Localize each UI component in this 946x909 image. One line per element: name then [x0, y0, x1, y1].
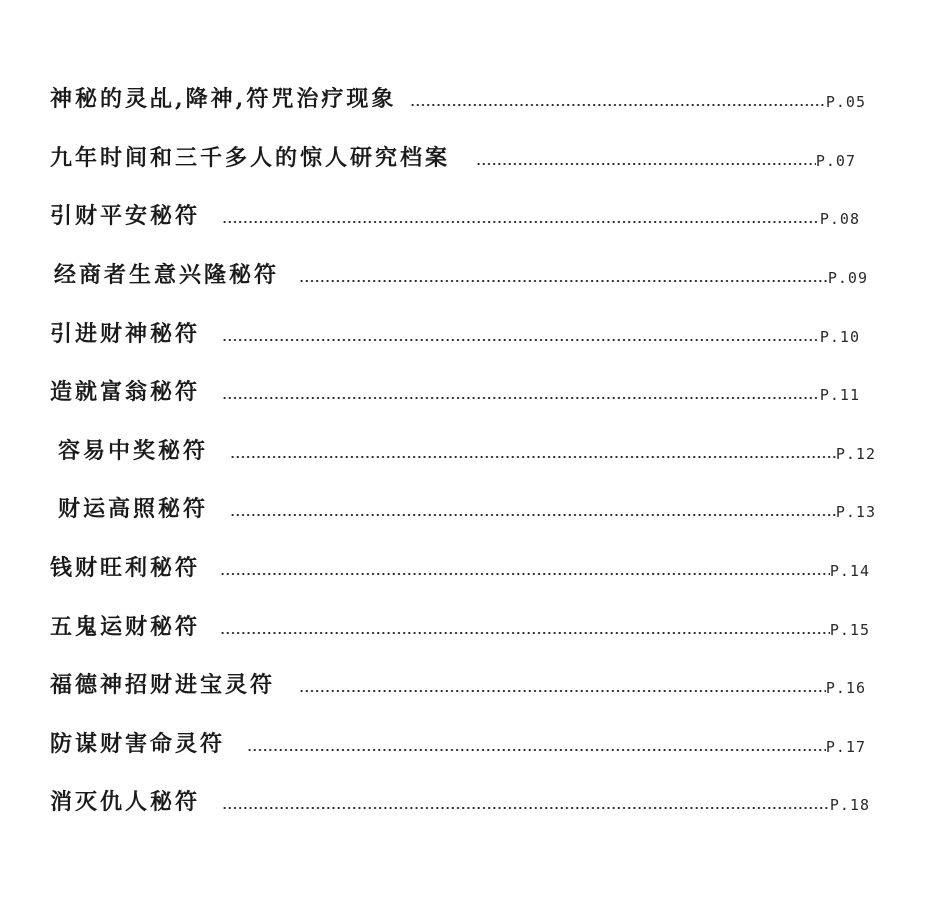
toc-entry[interactable]: [0, 773, 946, 832]
dot-leader: [220, 631, 830, 635]
toc-entry[interactable]: [0, 480, 946, 539]
toc-entry-title: 消灭仇人秘符: [50, 789, 201, 816]
toc-entry-page-number: P.13: [835, 503, 876, 522]
toc-entry-page-number: P.18: [829, 796, 870, 815]
toc-entry-title: 九年时间和三千多人的惊人研究档案: [50, 144, 451, 171]
dot-leader: [222, 396, 820, 400]
toc-entry-page-number: P.16: [825, 679, 866, 698]
dot-leader: [220, 572, 830, 576]
toc-entry[interactable]: [0, 304, 946, 363]
toc-entry-page-number: P.12: [835, 444, 876, 463]
dot-leader: [222, 806, 830, 810]
toc-entry-page-number: P.08: [819, 210, 860, 229]
dot-leader: [222, 338, 820, 342]
toc-entry-title: 引财平安秘符: [50, 203, 201, 230]
toc-entry[interactable]: [0, 422, 946, 481]
toc-entry-title: 神秘的灵乩,降神,符咒治疗现象: [50, 86, 397, 113]
toc-entry-title: 防谋财害命灵符: [50, 730, 226, 757]
toc-entry-page-number: P.14: [829, 562, 870, 581]
dot-leader: [247, 748, 826, 752]
toc-entry-title: 财运高照秘符: [58, 496, 209, 523]
toc-entry-page-number: P.07: [815, 151, 856, 170]
dot-leader: [230, 455, 836, 459]
toc-entry-title: 容易中奖秘符: [58, 437, 209, 464]
toc-entry[interactable]: [0, 70, 946, 129]
toc-entry-title: 福德神招财进宝灵符: [50, 672, 276, 699]
toc-entry-page-number: P.17: [825, 737, 866, 756]
toc-entry-title: 五鬼运财秘符: [50, 613, 201, 640]
toc-entry[interactable]: [0, 246, 946, 305]
dot-leader: [230, 513, 836, 517]
toc-entry-title: 钱财旺利秘符: [50, 555, 201, 582]
dot-leader: [476, 162, 816, 166]
toc-entry-page-number: P.05: [825, 93, 866, 112]
dot-leader: [222, 220, 820, 224]
toc-entry[interactable]: [0, 187, 946, 246]
toc-entry[interactable]: [0, 656, 946, 715]
dot-leader: [299, 689, 826, 693]
toc-entry-page-number: P.15: [829, 620, 870, 639]
dot-leader: [410, 103, 826, 107]
toc-entry[interactable]: [0, 597, 946, 656]
toc-entry-page-number: P.10: [819, 327, 860, 346]
toc-entry[interactable]: [0, 715, 946, 774]
toc-entry-page-number: P.09: [827, 269, 868, 288]
toc-entry[interactable]: [0, 363, 946, 422]
toc-entry[interactable]: [0, 129, 946, 188]
toc-entry[interactable]: [0, 539, 946, 598]
toc-entry-title: 经商者生意兴隆秘符: [54, 262, 280, 289]
dot-leader: [299, 279, 828, 283]
toc-entry-title: 造就富翁秘符: [50, 379, 201, 406]
toc-entry-title: 引进财神秘符: [50, 320, 201, 347]
toc-entry-page-number: P.11: [819, 386, 860, 405]
toc-list: [0, 70, 946, 832]
